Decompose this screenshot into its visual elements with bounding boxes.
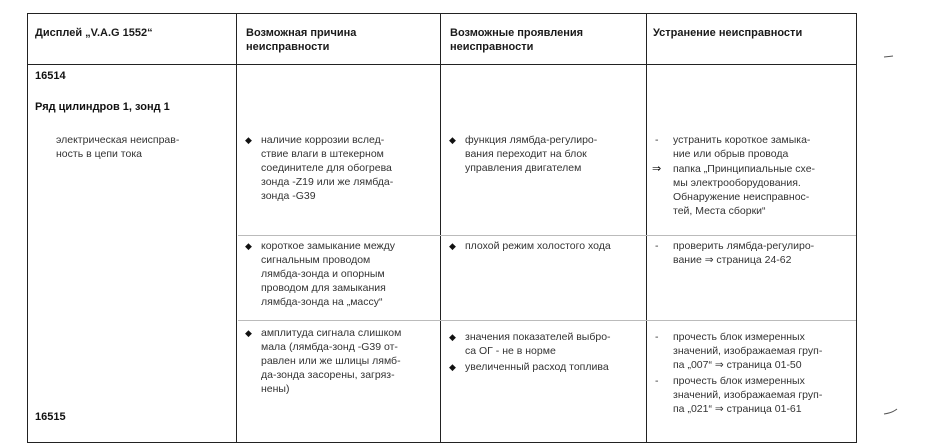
bullet-icon: ◆ xyxy=(449,332,456,342)
text-line: соединителе для обогрева xyxy=(261,162,392,174)
fault-code-next: 16515 xyxy=(35,411,66,423)
text-line: па „007“ ⇒ страница 01-50 xyxy=(673,359,802,371)
remedy-reference xyxy=(673,162,815,218)
row-divider xyxy=(238,320,856,321)
text-line: зонда -Z19 или же лямбда- xyxy=(261,176,394,188)
fault-title: Ряд цилиндров 1, зонд 1 xyxy=(35,101,170,113)
text-line: проводом для замыкания xyxy=(261,282,386,294)
text-line: вание ⇒ страница 24-62 xyxy=(673,254,792,266)
text-line: тей, Места сборки“ xyxy=(673,205,766,217)
fault-table xyxy=(27,13,857,443)
header-effect xyxy=(450,26,583,54)
cause-text xyxy=(261,239,395,309)
text-line: короткое замыкание между xyxy=(261,240,395,252)
text-line: значения показателей выбро- xyxy=(465,331,611,343)
text-line: плохой режим холостого хода xyxy=(465,240,611,252)
effect-text xyxy=(465,133,597,175)
dash-mark: - xyxy=(655,331,659,343)
text-line: мы электрооборудования. xyxy=(673,177,801,189)
dash-mark: - xyxy=(655,134,659,146)
text-line: значений, изображаемая груп- xyxy=(673,389,823,401)
bullet-icon: ◆ xyxy=(245,241,252,251)
header-remedy: Устранение неисправности xyxy=(653,27,803,39)
text-line: прочесть блок измеренных xyxy=(673,375,805,387)
text-line: са ОГ - не в норме xyxy=(465,345,556,357)
text-line: значений, изображаемая груп- xyxy=(673,345,823,357)
text-line: папка „Принципиальные схе- xyxy=(673,163,816,175)
text-line: устранить короткое замыка- xyxy=(673,134,811,146)
text-line: мала (лямбда-зонд -G39 от- xyxy=(261,341,398,353)
header-effect-line: неисправности xyxy=(450,41,534,53)
margin-tick xyxy=(884,56,893,57)
fault-code: 16514 xyxy=(35,70,66,82)
text-line: Обнаружение неисправнос- xyxy=(673,191,810,203)
text-line: электрическая неисправ- xyxy=(56,134,180,146)
cause-text xyxy=(261,133,393,203)
remedy-text-2 xyxy=(673,374,822,416)
header-cause-line: Возможная причина xyxy=(246,27,357,39)
effect-text xyxy=(465,239,611,253)
column-divider xyxy=(646,14,647,442)
text-line: ность в цепи тока xyxy=(56,148,142,160)
bullet-icon: ◆ xyxy=(449,362,456,372)
text-line: наличие коррозии вслед- xyxy=(261,134,385,146)
column-divider xyxy=(236,14,237,442)
text-line: проверить лямбда-регулиро- xyxy=(673,240,815,252)
text-line: ние или обрыв провода xyxy=(673,148,789,160)
text-line: да-зонда засорены, загряз- xyxy=(261,369,395,381)
text-line: па „021“ ⇒ страница 01-61 xyxy=(673,403,802,415)
text-line: сигнальным проводом xyxy=(261,254,371,266)
margin-tick xyxy=(884,409,897,414)
text-line: увеличенный расход топлива xyxy=(465,361,609,373)
column-divider xyxy=(440,14,441,442)
effect-text-2 xyxy=(465,360,609,374)
table-header xyxy=(28,14,856,65)
remedy-text xyxy=(673,330,822,372)
text-line: равлен или же шлицы лямб- xyxy=(261,355,401,367)
text-line: лямбда-зонда на „массу“ xyxy=(261,296,383,308)
text-line: нены) xyxy=(261,383,290,395)
dash-mark: - xyxy=(655,375,659,387)
text-line: функция лямбда-регулиро- xyxy=(465,134,598,146)
text-line: вания переходит на блок xyxy=(465,148,587,160)
text-line: амплитуда сигнала слишком xyxy=(261,327,402,339)
fault-display-text xyxy=(56,133,179,161)
text-line: прочесть блок измеренных xyxy=(673,331,805,343)
text-line: ствие влаги в штекерном xyxy=(261,148,384,160)
bullet-icon: ◆ xyxy=(449,135,456,145)
remedy-text xyxy=(673,133,810,161)
bullet-icon: ◆ xyxy=(245,328,252,338)
text-line: лямбда-зонда и опорным xyxy=(261,268,385,280)
row-divider xyxy=(238,235,856,236)
bullet-icon: ◆ xyxy=(245,135,252,145)
cause-text xyxy=(261,326,401,396)
text-line: управления двигателем xyxy=(465,162,582,174)
bullet-icon: ◆ xyxy=(449,241,456,251)
arrow-icon: ⇒ xyxy=(652,163,662,175)
header-cause-line: неисправности xyxy=(246,41,330,53)
text-line: зонда -G39 xyxy=(261,190,316,202)
effect-text xyxy=(465,330,611,358)
remedy-text xyxy=(673,239,814,267)
header-cause xyxy=(246,26,356,54)
dash-mark: - xyxy=(655,240,659,252)
header-display: Дисплей „V.A.G 1552“ xyxy=(35,27,153,39)
header-effect-line: Возможные проявления xyxy=(450,27,584,39)
